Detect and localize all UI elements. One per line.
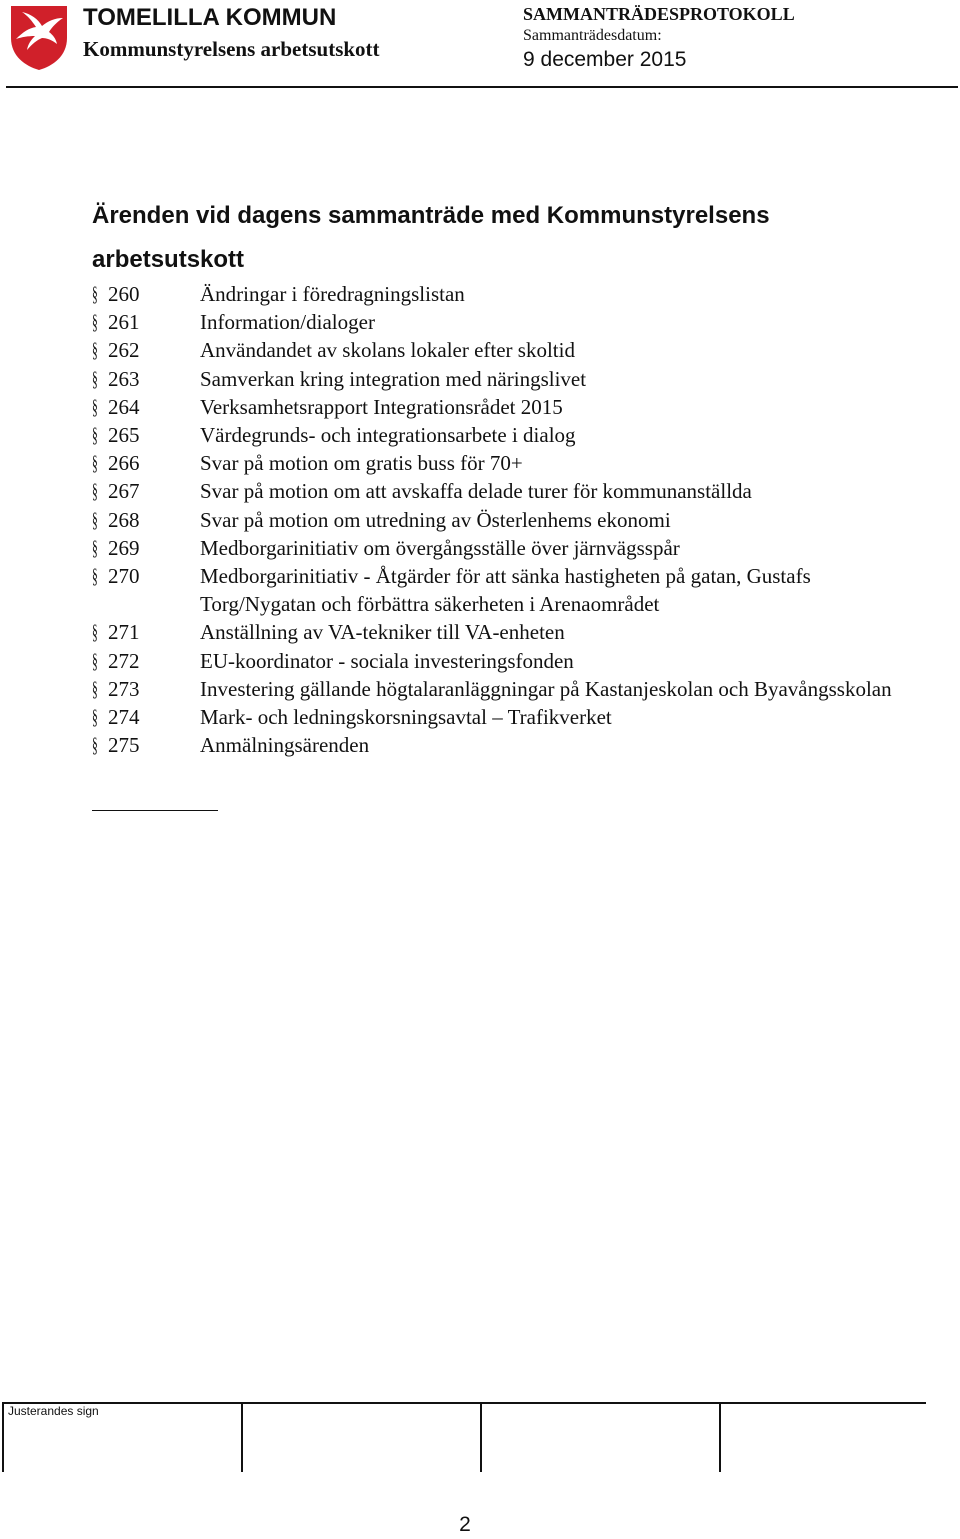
municipality-name: TOMELILLA KOMMUN — [83, 4, 337, 31]
agenda-item-number: 269 — [108, 535, 140, 560]
signature-table-divider — [241, 1402, 243, 1472]
agenda-item-number: 268 — [108, 507, 140, 532]
section-symbol: § — [92, 564, 98, 589]
agenda-item-number: 264 — [108, 394, 140, 419]
section-symbol: § — [92, 733, 98, 758]
document-header — [0, 0, 960, 88]
section-symbol: § — [92, 705, 98, 730]
agenda-item-number: 273 — [108, 676, 140, 701]
page-number: 2 — [459, 1513, 471, 1536]
section-symbol: § — [92, 507, 98, 532]
section-symbol: § — [92, 451, 98, 476]
agenda-item-title: Investering gällande högtalaranläggningar på Kastanjeskolan och Byavångsskolan — [200, 676, 892, 701]
agenda-item-number: 272 — [108, 648, 140, 673]
agenda-item — [92, 506, 922, 534]
agenda-item-title: Information/dialoger — [200, 310, 375, 335]
section-symbol: § — [92, 423, 98, 448]
agenda-item — [92, 647, 922, 675]
page-title: Ärenden vid dagens sammanträde med Kommunstyrelsens arbetsutskott — [92, 202, 770, 273]
agenda-item-title: Verksamhetsrapport Integrationsrådet 2015 — [200, 394, 563, 419]
agenda-item — [92, 449, 922, 477]
signature-table-divider — [2, 1402, 4, 1472]
section-symbol: § — [92, 648, 98, 673]
agenda-item — [92, 393, 922, 421]
section-symbol: § — [92, 394, 98, 419]
agenda-item-number: 265 — [108, 423, 140, 448]
agenda-item-title: Svar på motion om gratis buss för 70+ — [200, 451, 523, 476]
agenda-item-number: 260 — [108, 282, 140, 306]
signature-label: Justerandes sign — [8, 1404, 99, 1418]
section-symbol: § — [92, 282, 98, 306]
agenda-item-title: Svar på motion om utredning av Österlenhems ekonomi — [200, 507, 671, 532]
agenda-item-number: 271 — [108, 620, 140, 645]
agenda-item — [92, 477, 922, 505]
section-symbol: § — [92, 310, 98, 335]
section-symbol: § — [92, 366, 98, 391]
signature-table-top-border — [2, 1402, 926, 1404]
meeting-date-label: Sammanträdesdatum: — [523, 27, 662, 44]
agenda-item — [92, 280, 922, 308]
agenda-item-number: 263 — [108, 366, 140, 391]
agenda-item-title: Användandet av skolans lokaler efter skoltid — [200, 338, 575, 363]
agenda-item-title: Anställning av VA-tekniker till VA-enheten — [200, 620, 565, 645]
committee-name: Kommunstyrelsens arbetsutskott — [83, 37, 380, 61]
agenda-item-title: Värdegrunds- och integrationsarbete i dialog — [200, 423, 576, 448]
agenda-item — [92, 421, 922, 449]
agenda-item — [92, 534, 922, 562]
agenda-item-number: 270 — [108, 564, 140, 589]
agenda-item — [92, 365, 922, 393]
agenda-item — [92, 562, 922, 618]
agenda-item-number: 275 — [108, 733, 140, 758]
agenda-item-title: Medborgarinitiativ om övergångsställe över järnvägsspår — [200, 535, 680, 560]
agenda-item — [92, 731, 922, 759]
header-divider — [6, 86, 958, 88]
agenda-item-title: Samverkan kring integration med näringslivet — [200, 366, 587, 391]
document-type: SAMMANTRÄDESPROTOKOLL — [523, 4, 795, 24]
signature-table-divider — [719, 1402, 721, 1472]
signature-table-divider — [480, 1402, 482, 1472]
signature-table — [2, 1402, 926, 1472]
agenda-item-title: Mark- och ledningskorsningsavtal – Trafikverket — [200, 705, 612, 730]
agenda-item — [92, 308, 922, 336]
agenda-item-title: Medborgarinitiativ - Åtgärder för att sänka hastigheten på gatan, Gustafs Torg/Nygatan och förbättra säkerheten i Arenaområdet — [200, 564, 811, 617]
agenda-item-number: 267 — [108, 479, 140, 504]
agenda-item — [92, 703, 922, 731]
agenda-item-number: 266 — [108, 451, 140, 476]
agenda-item-number: 262 — [108, 338, 140, 363]
agenda-item — [92, 618, 922, 646]
agenda-item-title: Svar på motion om att avskaffa delade turer för kommunanställda — [200, 479, 752, 504]
agenda-item-title: Ändringar i föredragningslistan — [200, 282, 465, 306]
end-of-list-rule — [92, 810, 218, 811]
section-symbol: § — [92, 676, 98, 701]
agenda-item-number: 261 — [108, 310, 140, 335]
section-symbol: § — [92, 620, 98, 645]
meeting-date: 9 december 2015 — [523, 48, 687, 71]
municipal-coat-of-arms-icon — [9, 4, 69, 72]
agenda-item — [92, 336, 922, 364]
agenda-item — [92, 675, 922, 703]
agenda-item-title: EU-koordinator - sociala investeringsfonden — [200, 648, 574, 673]
section-symbol: § — [92, 535, 98, 560]
agenda-item-number: 274 — [108, 705, 140, 730]
agenda-item-title: Anmälningsärenden — [200, 733, 370, 758]
section-symbol: § — [92, 479, 98, 504]
section-symbol: § — [92, 338, 98, 363]
agenda-list — [92, 280, 922, 759]
